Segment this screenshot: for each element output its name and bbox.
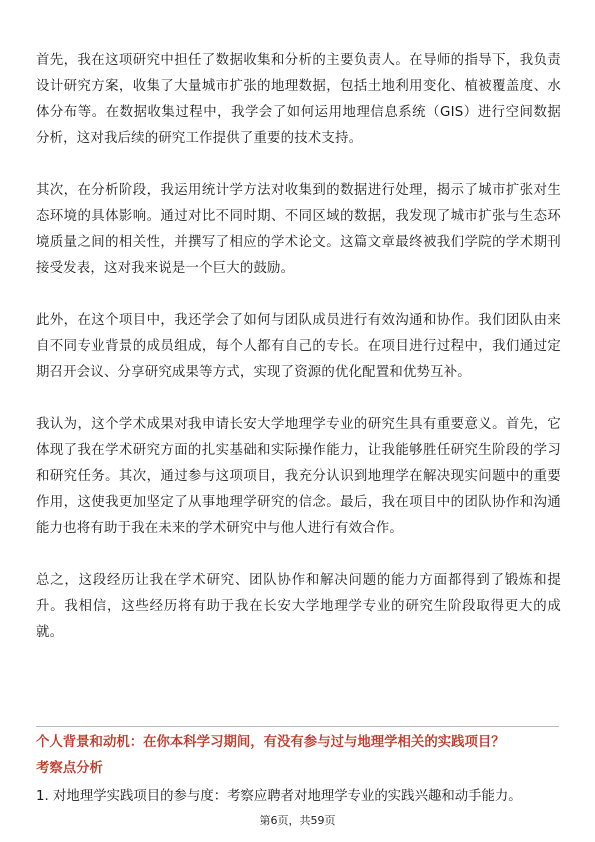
page-number: 第6页，共59页 — [259, 814, 336, 827]
analysis-heading: 考察点分析 — [36, 761, 103, 776]
analysis-point: 1. 对地理学实践项目的参与度：考察应聘者对地理学专业的实践兴趣和动手能力。 — [36, 789, 522, 804]
paragraph-gap — [36, 386, 561, 412]
paragraph-gap — [36, 542, 561, 568]
paragraph-role: 首先，我在这项研究中担任了数据收集和分析的主要负责人。在导师的指导下，我负责设计研究方案，收集了大量城市扩张的地理数据，包括土地利用变化、植被覆盖度、水体分布等。在数据收集过程中，我学会了如何运用地理信息系统（GIS）进行空间数据分析，这对我后续的研究工作提供了重要的技术支持。 — [36, 53, 561, 146]
paragraph-gap — [36, 282, 561, 308]
paragraph-significance: 我认为，这个学术成果对我申请长安大学地理学专业的研究生具有重要意义。首先，它体现了我在学术研究方面的扎实基础和实际操作能力，让我能够胜任研究生阶段的学习和研究任务。其次，通过参与这项项目，我充分认识到地理学在解决现实问题中的重要作用，这使我更加坚定了从事地理学研究的信念。最后，我在项目中的团队协作和沟通能力也将有助于我在未来的学术研究中与他人进行有效合作。 — [36, 417, 561, 536]
paragraph-gap — [36, 152, 561, 178]
section-divider — [36, 726, 559, 727]
body-content — [36, 48, 561, 646]
interview-question: 个人背景和动机：在你本科学习期间，有没有参与过与地理学相关的实践项目？ — [36, 735, 505, 750]
paragraph-analysis: 其次，在分析阶段，我运用统计学方法对收集到的数据进行处理，揭示了城市扩张对生态环境的具体影响。通过对比不同时期、不同区域的数据，我发现了城市扩张与生态环境质量之间的相关性，并撰写了相应的学术论文。这篇文章最终被我们学院的学术期刊接受发表，这对我来说是一个巨大的鼓励。 — [36, 183, 561, 276]
paragraph-summary: 总之，这段经历让我在学术研究、团队协作和解决问题的能力方面都得到了锻炼和提升。我相信，这些经历将有助于我在长安大学地理学专业的研究生阶段取得更大的成就。 — [36, 573, 561, 640]
paragraph-teamwork: 此外，在这个项目中，我还学会了如何与团队成员进行有效沟通和协作。我们团队由来自不同专业背景的成员组成，每个人都有自己的专长。在项目进行过程中，我们通过定期召开会议、分享研究成果等方式，实现了资源的优化配置和优势互补。 — [36, 313, 561, 380]
